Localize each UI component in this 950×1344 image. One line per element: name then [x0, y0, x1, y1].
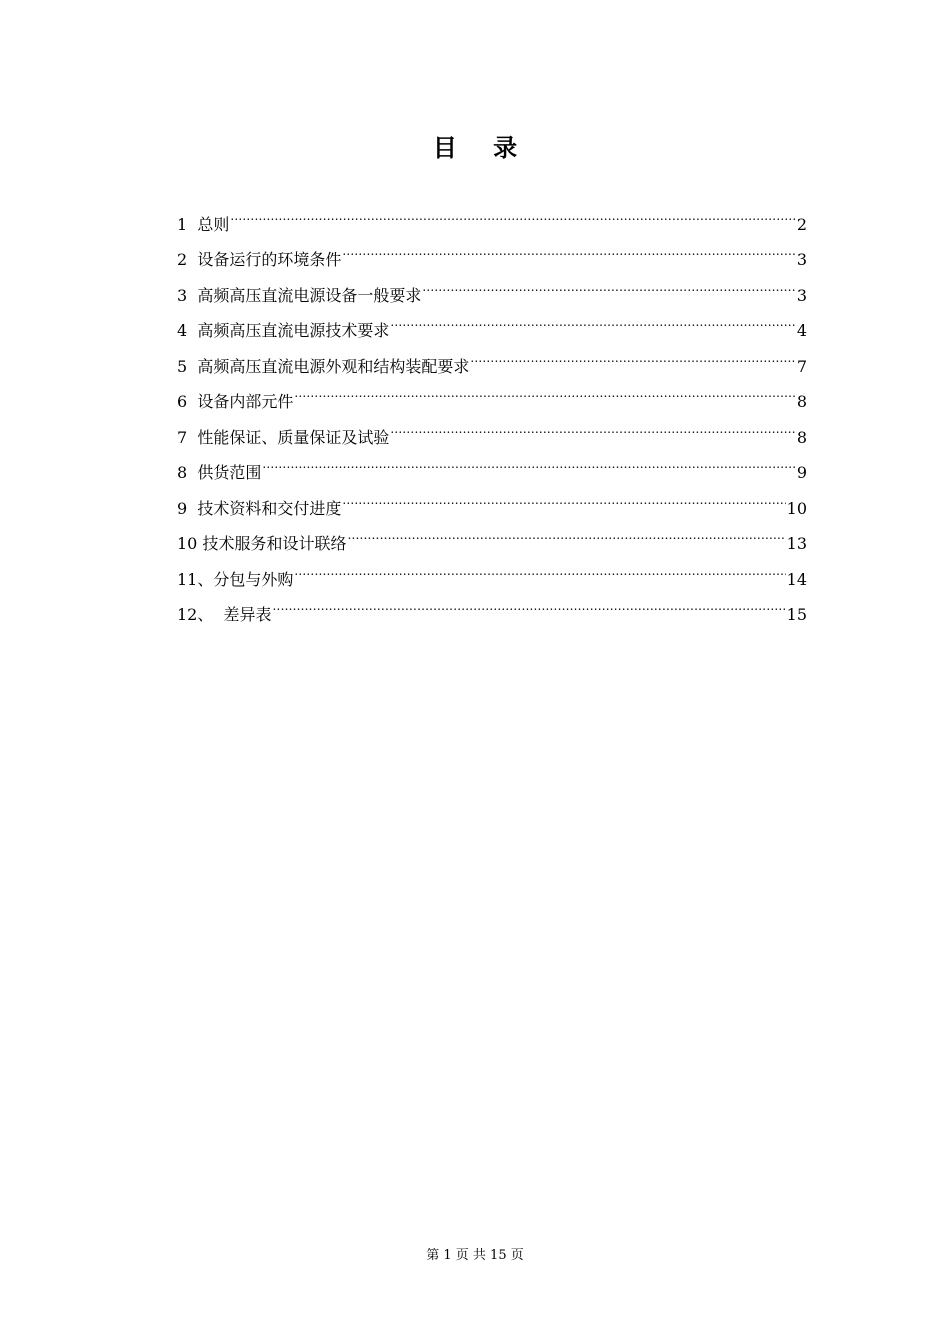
toc-dot-leader	[273, 585, 786, 621]
toc-entry-page: 13	[786, 534, 807, 553]
toc-dot-leader	[230, 194, 795, 230]
toc-entry-page: 3	[796, 285, 807, 305]
toc-entry-label: 6 设备内部元件	[177, 392, 294, 411]
toc-entry-label: 7 性能保证、质量保证及试验	[177, 427, 390, 447]
toc-entry-label: 2 设备运行的环境条件	[177, 250, 342, 269]
table-of-contents	[177, 194, 807, 624]
toc-entry-page: 8	[796, 427, 807, 447]
toc-entry[interactable]	[177, 194, 807, 234]
toc-dot-leader	[422, 265, 795, 301]
toc-entry-page: 14	[786, 569, 807, 589]
toc-dot-leader	[347, 514, 785, 550]
toc-entry-page: 9	[796, 463, 807, 482]
toc-entry-label: 4 高频高压直流电源技术要求	[177, 321, 390, 340]
toc-entry[interactable]	[177, 478, 807, 518]
toc-dot-leader	[342, 478, 785, 514]
toc-entry-label: 8 供货范围	[177, 463, 262, 482]
toc-dot-leader	[390, 407, 795, 443]
toc-entry-page: 8	[796, 392, 807, 411]
toc-dot-leader	[342, 230, 795, 266]
toc-dot-leader	[294, 372, 795, 408]
toc-entry[interactable]	[177, 230, 807, 269]
toc-entry-page: 2	[796, 214, 807, 234]
toc-entry-label: 9 技术资料和交付进度	[177, 498, 342, 518]
toc-entry-label: 3 高频高压直流电源设备一般要求	[177, 285, 422, 305]
toc-dot-leader	[294, 549, 785, 585]
toc-entry-page: 15	[786, 605, 807, 624]
toc-dot-leader	[390, 301, 795, 337]
page-title: 目 录	[432, 134, 532, 162]
toc-entry-page: 3	[796, 250, 807, 269]
toc-entry[interactable]	[177, 443, 807, 482]
toc-entry-page: 7	[796, 356, 807, 376]
toc-entry-page: 4	[796, 321, 807, 340]
toc-entry-page: 10	[786, 498, 807, 518]
toc-entry-label: 10 技术服务和设计联络	[177, 534, 347, 553]
page-footer: 第 1 页 共 15 页	[426, 1248, 524, 1263]
toc-dot-leader	[470, 336, 795, 372]
toc-dot-leader	[262, 443, 795, 479]
toc-entry-label: 12、 差异表	[177, 605, 272, 624]
toc-entry-label: 5 高频高压直流电源外观和结构装配要求	[177, 356, 470, 376]
toc-entry-label: 11、分包与外购	[177, 569, 294, 589]
toc-entry-label: 1 总则	[177, 214, 230, 234]
